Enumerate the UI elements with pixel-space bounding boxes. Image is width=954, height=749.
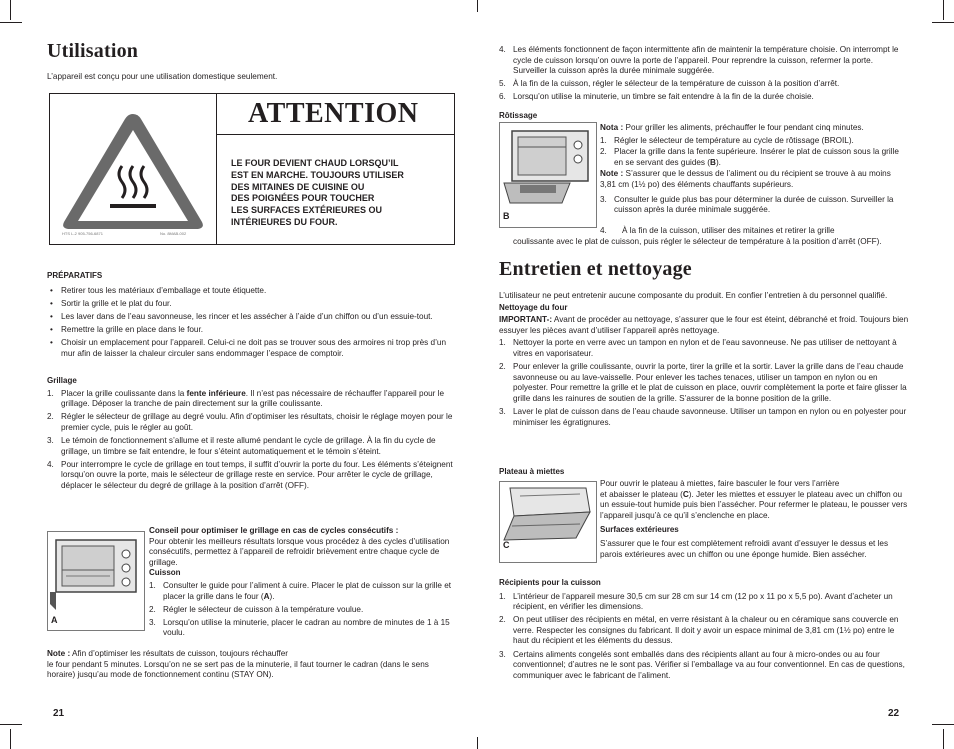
preparatifs-section — [47, 271, 453, 362]
rotissage-list — [600, 136, 909, 169]
hot-surface-warning-icon — [50, 94, 216, 244]
page-number: 21 — [53, 708, 65, 719]
toaster-oven-broil-illustration — [500, 123, 596, 207]
figure-c-oven-image — [499, 481, 597, 563]
intro-text: L’appareil est conçu pour une utilisation domestique seulement. — [47, 72, 278, 81]
plateau-heading: Plateau à miettes — [499, 467, 565, 476]
rotissage-note: Nota : Pour griller les aliments, préchauffer le four pendant cinq minutes. — [600, 123, 864, 132]
figure-label: B — [503, 211, 510, 221]
crop-mark — [943, 0, 944, 20]
list-item: 1. Régler le sélecteur de température au cycle de rôtissage (BROIL). — [600, 135, 854, 145]
figure-b-oven-image — [499, 122, 597, 228]
plateau-section: Pour ouvrir le plateau à miettes, faire basculer le four vers l’arrière et abaisser le plateau (C). Jeter les miettes et essuyer le plateau avec un chiffon ou un essuie-tout humide puis bien l’assécher. Pour refermer le plateau, le pousser vers l’appareil jusqu’à ce qu’il s’enclenche en place. Surfaces extérieures S’assurer que le four est complètement refroidi avant d’essuyer le dessus et les parois extérieures avec un chiffon ou une éponge humide. Bien assécher. — [600, 479, 908, 559]
list-item: 1. Nettoyer la porte en verre avec un tampon en nylon et de l’eau savonneuse. Ne pas utiliser de nettoyant à vitres en vaporisateur. — [499, 338, 897, 358]
center-crop-mark — [477, 0, 478, 12]
fineprint-right: No. 8MAB-002 — [160, 231, 187, 236]
list-item: 2. Placer la grille dans la fente supérieure. Insérer le plat de cuisson sous la grille en se servant des guides (B). — [600, 147, 899, 167]
section-title: Entretien et nettoyage — [499, 258, 692, 280]
crumb-tray-illustration — [500, 482, 596, 544]
attention-line: DES MITAINES DE CUISINE OU — [231, 181, 365, 192]
list-item: 2. Régler le sélecteur de grillage au degré voulu. Afin d’optimiser les résultats, choisir le réglage moyen pour le premier cycle, puis le régler au goût. — [47, 412, 453, 432]
cuisson-note: Note : Afin d’optimiser les résultats de cuisson, toujours réchauffer le four pendant 5 minutes. Lorsqu’on ne se sert pas de la minuterie, il faut tourner le cadran (dans le sens horaire) jusqu’au mode de fonctionnement continu (STAY ON). — [47, 649, 453, 681]
figure-a-oven-image — [47, 531, 145, 631]
page-title: Utilisation — [47, 40, 139, 62]
list-item: 3. Consulter le guide plus bas pour déterminer la durée de cuisson. Surveiller la cuisson après la durée minimale suggérée. — [600, 194, 894, 215]
list-item: • Les laver dans de l’eau savonneuse, les rincer et les assécher à l’aide d’un chiffon ou d’un essuie-tout. — [50, 311, 433, 321]
preparatifs-list — [47, 286, 453, 360]
figure-label: A — [51, 615, 58, 625]
cuisson-heading: Cuisson — [149, 568, 181, 578]
list-item: 3. Le témoin de fonctionnement s’allume et il reste allumé pendant le cycle de grillage. À la fin du cycle de grillage, un timbre se fait entendre, le four s’éteint automatiquement et le témoin s’éteint. — [47, 435, 436, 456]
crop-mark — [932, 724, 954, 725]
toaster-oven-illustration — [48, 532, 144, 614]
rotissage-list-2 — [600, 195, 909, 216]
list-item: 6. Lorsqu’on utilise la minuterie, un timbre se fait entendre à la fin de la durée choisie. — [499, 92, 814, 102]
surfaces-heading: Surfaces extérieures — [600, 525, 679, 535]
crop-mark — [10, 0, 11, 20]
list-item: • Remettre la grille en place dans le four. — [50, 324, 203, 334]
page-number: 22 — [888, 708, 900, 719]
attention-box — [49, 93, 455, 245]
crop-mark — [10, 729, 11, 749]
list-item: 1. Consulter le guide pour l’aliment à cuire. Placer le plat de cuisson sur la grille et placer la grille dans le four (A). — [149, 580, 452, 601]
rotissage-section — [600, 123, 909, 218]
attention-line: LE FOUR DEVIENT CHAUD LORSQU’IL — [231, 158, 399, 168]
list-item: • Choisir un emplacement pour l’appareil. Celui-ci ne doit pas se trouver sous des armoires ni trop près d’un mur afin de laisser la chaleur circuler sans endommager l’espace de comptoir. — [50, 337, 447, 358]
attention-heading-band — [217, 94, 454, 135]
nettoyage-heading: Nettoyage du four — [499, 302, 568, 312]
rotissage-note: Note : S’assurer que le dessus de l’aliment ou du récipient se trouve à au moins 3,81 cm (1½ po) des éléments chauffants supérieurs. — [600, 169, 891, 189]
rotissage-step-4: 4. À la fin de la cuisson, utiliser des mitaines et retirer la grille coulissante avec le plat de cuisson, puis régler le sélecteur de température à la position d’arrêt (OFF). — [513, 226, 882, 246]
recipients-heading: Récipients pour la cuisson — [499, 578, 601, 587]
attention-text-panel — [217, 94, 454, 244]
preparatifs-heading: PRÉPARATIFS — [47, 271, 103, 280]
note-text: le four pendant 5 minutes. Lorsqu’on ne se sert pas de la minuterie, il faut tourner le cadran (dans le sens horaire) jusqu’au mode de fonctionnement continu (STAY ON). — [47, 659, 429, 680]
warning-image-panel — [50, 94, 217, 244]
grillage-heading: Grillage — [47, 376, 77, 385]
nettoyage-list — [499, 338, 909, 428]
grillage-section — [47, 376, 453, 494]
list-item: 5. À la fin de la cuisson, régler le sélecteur de la température de cuisson à la position d’arrêt. — [499, 79, 840, 89]
list-item: 3. Certains aliments congelés sont emballés dans des récipients allant au four à micro-ondes ou au four conventionnel; d’autres ne le sont pas. Vérifier si l’emballage va au four conventionnel. En cas de questions, communiquer avec le fabricant de l’aliment. — [499, 649, 905, 680]
entretien-section: L’utilisateur ne peut entretenir aucune composante du produit. En confier l’entretien à du personnel qualifié. Nettoyage du four IMPORTANT-: Avant de procéder au nettoyage, s’assurer que le four est éteint, débranché et froid. Toujours bien essuyer les pièces avant d’utiliser l’appareil après nettoyage. 1. Nettoyer la porte en verre avec un tampon en nylon et de l’eau savonneuse. Ne pas utiliser de nettoyant à vitres en vaporisateur. 2. Pour enlever la grille coulissante, ouvrir la porte, tirer la grille et la sortir. Laver la grille dans de l’eau chaude savonneuse ou au lave-vaisselle. Pour enlever les taches tenaces, utiliser un tampon en nylon ou en polyester. Pour remettre la grille et le plat de cuisson en place, ouvrir complètement la porte et faire glisser la grille dans les rainures de soutien de la grille. S’assurer de la bonne position de la grille. 3. Laver le plat de cuisson dans de l’eau chaude savonneuse. Utiliser un tampon en nylon ou en polyester pour minimiser les égratignures. — [499, 291, 909, 427]
attention-line: EST EN MARCHE. TOUJOURS UTILISER — [231, 169, 404, 180]
crop-mark — [943, 729, 944, 749]
crop-mark — [932, 22, 954, 23]
crop-mark — [0, 724, 22, 725]
conseil-text: Pour obtenir les meilleurs résultats lorsque vous procédez à des cycles d’utilisation consécutifs, permettez à l’appareil de refroidir brièvement entre chaque cycle de grillage. — [149, 536, 450, 567]
list-item: 2. On peut utiliser des récipients en métal, en verre résistant à la chaleur ou en céramique sans couvercle en verre. Respecter les consignes du fabricant. Il doit y avoir un espace minimal de 3,81 cm (1½ po) entre le haut du récipient et les éléments du dessus. — [499, 615, 899, 646]
rotissage-heading: Rôtissage — [499, 111, 538, 120]
list-item: 4. Les éléments fonctionnent de façon intermittente afin de maintenir la température choisie. On interrompt le cycle de cuisson lorsqu’on ouvre la porte de l’appareil. Pour reprendre la cuisson, refermer la porte. Surveiller la cuisson après la durée minimale suggérée. — [499, 45, 899, 76]
figure-label: C — [503, 540, 510, 550]
list-item: 2. Pour enlever la grille coulissante, ouvrir la porte, tirer la grille et la sortir. Laver la grille dans de l’eau chaude savonneuse ou au lave-vaisselle. Pour enlever les taches tenaces, utiliser un tampon en nylon ou en polyester. Pour remettre la grille et le plat de cuisson en place, ouvrir complètement la porte et faire glisser la grille dans les rainures de soutien de la grille. S’assurer de la bonne position de la grille. — [499, 362, 907, 403]
crop-mark — [0, 22, 22, 23]
plateau-text: et abaisser le plateau (C). Jeter les miettes et essuyer le plateau avec un chiffon ou un essuie-tout humide puis bien l’assécher. Pour refermer le plateau, le pousser vers l’appareil jusqu’à ce qu’il s’enclenche en place. — [600, 489, 908, 520]
list-item: 2. Régler le sélecteur de cuisson à la température voulue. — [149, 604, 364, 614]
list-item: 3. Laver le plat de cuisson dans de l’eau chaude savonneuse. Utiliser un tampon en nylon ou en polyester pour minimiser les égratignures. — [499, 406, 907, 427]
recipients-list — [499, 592, 909, 682]
list-item: 3. Lorsqu’on utilise la minuterie, placer le cadran au nombre de minutes de 1 à 15 voulu. — [149, 617, 450, 638]
attention-message — [231, 158, 404, 229]
list-item: • Retirer tous les matériaux d’emballage et toute étiquette. — [50, 285, 267, 295]
note-label: Note : — [47, 649, 71, 658]
list-item: 1. L’intérieur de l’appareil mesure 30,5 cm sur 28 cm sur 14 cm (12 po x 11 po x 5,5 po). Avant d’acheter un récipient, en vérifier les dimensions. — [499, 591, 893, 612]
cuisson-list — [149, 581, 455, 639]
attention-line: LES SURFACES EXTÉRIEURES OU — [231, 205, 383, 216]
list-item: 1. Placer la grille coulissante dans la fente inférieure. Il n’est pas nécessaire de réchauffer l’appareil pour le grillage. Déposer la tranche de pain directement sur la grille coulissante. — [47, 388, 445, 409]
fineprint-left: HTS L-2 905-756-6871 — [62, 231, 103, 236]
conseil-section — [149, 526, 455, 641]
cooking-steps-continued — [499, 45, 909, 105]
list-item: • Sortir la grille et le plat du four. — [50, 298, 172, 308]
attention-line: INTÉRIEURES DU FOUR. — [231, 216, 338, 227]
recipients-section — [499, 578, 909, 684]
conseil-heading: Conseil pour optimiser le grillage en cas de cycles consécutifs : — [149, 526, 399, 535]
attention-line: DES POIGNÉES POUR TOUCHER — [231, 193, 375, 204]
attention-heading: ATTENTION — [248, 98, 419, 129]
list-item: 4. Pour interrompre le cycle de grillage en tout temps, il suffit d’ouvrir la porte du four. Les éléments s’éteignent lorsqu’on ouvre la porte, mais le sélecteur de grillage reste en service. Pour arrêter le cycle de grillage, déplacer le sélecteur du degré de grillage à la position d’arrêt (OFF). — [47, 459, 453, 490]
center-crop-mark — [477, 737, 478, 749]
grillage-list — [47, 389, 453, 492]
important-note: IMPORTANT-: Avant de procéder au nettoyage, s’assurer que le four est éteint, débranché et froid. Toujours bien essuyer les pièces avant d’utiliser l’appareil après nettoyage. — [499, 315, 909, 335]
